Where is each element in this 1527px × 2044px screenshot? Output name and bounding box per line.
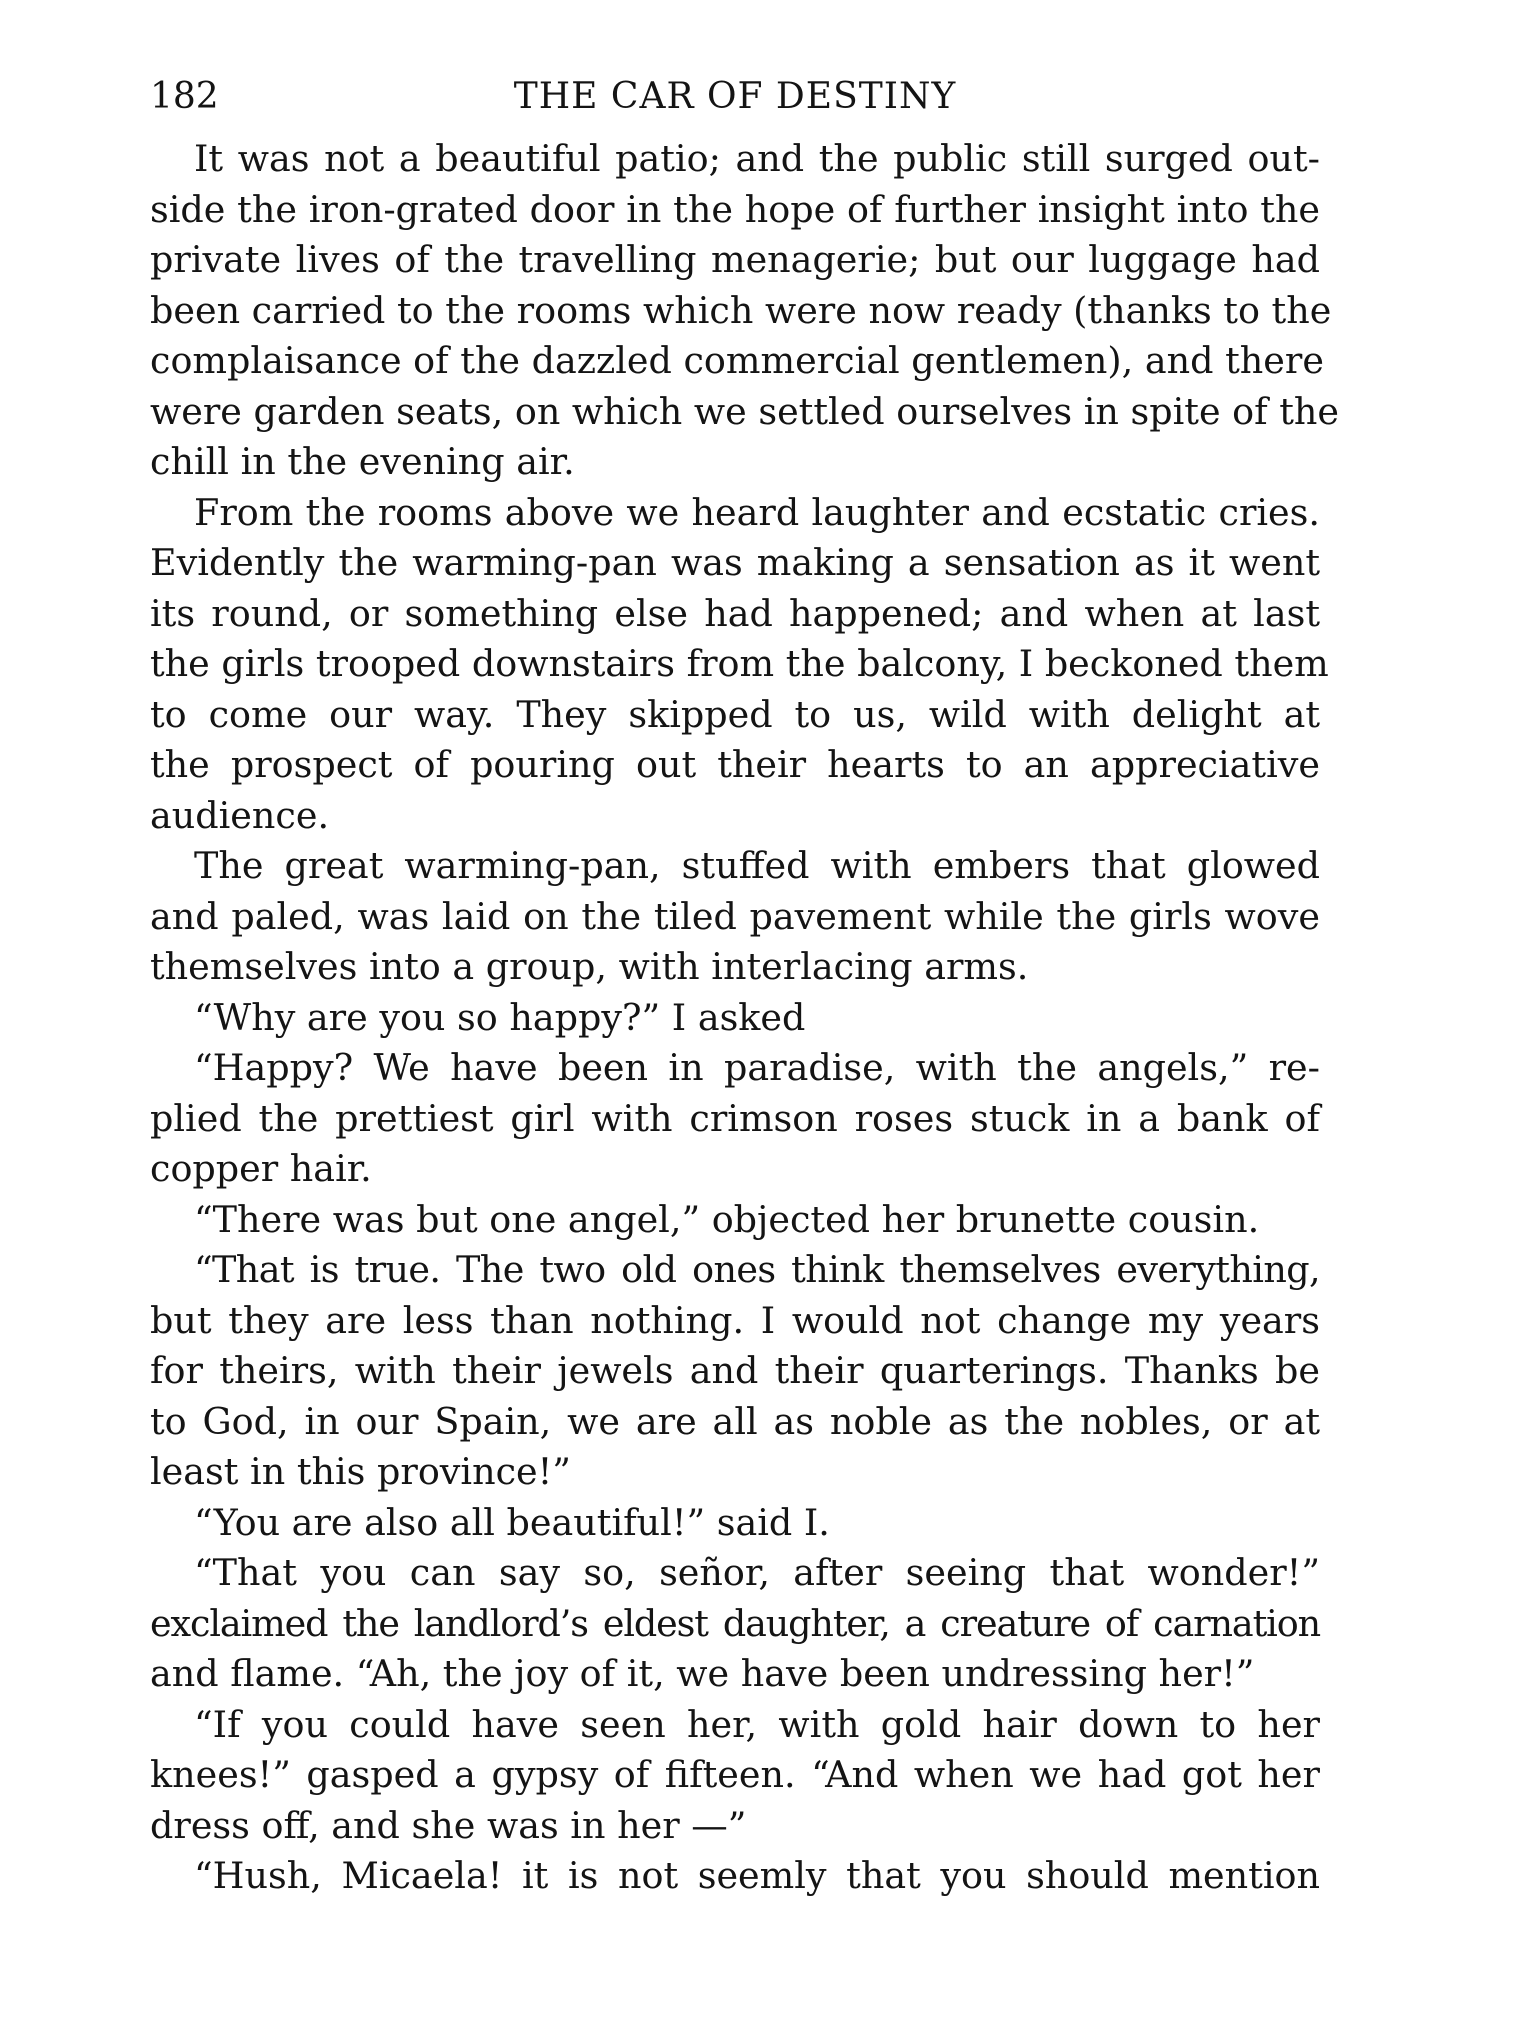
text-line: were garden seats, on which we settled ourselves in spite of the	[150, 389, 1340, 433]
text-line: private lives of the travelling menagerie; but our luggage had	[150, 238, 1320, 281]
text-line: but they are less than nothing. I would not change my years	[150, 1298, 1320, 1342]
text-line: “Why are you so happy?” I asked	[194, 995, 806, 1039]
text-line: and flame. “Ah, the joy of it, we have been undressing her!”	[150, 1652, 1255, 1695]
paragraph	[150, 1548, 1320, 1700]
paragraph	[150, 1195, 1320, 1246]
text-line: for theirs, with their jewels and their quarterings. Thanks be	[150, 1349, 1320, 1392]
paragraph	[150, 134, 1340, 488]
paragraph	[150, 1498, 1320, 1549]
text-line: copper hair.	[150, 1147, 372, 1190]
paragraph	[150, 488, 1329, 842]
text-line: It was not a beautiful patio; and the public still surged out-	[194, 137, 1320, 180]
paragraph	[150, 993, 1320, 1044]
text-line: knees!” gasped a gypsy of fifteen. “And when we had got her	[150, 1753, 1320, 1796]
text-line: “If you could have seen her, with gold hair down to her	[194, 1702, 1320, 1746]
text-line: the girls trooped downstairs from the balcony, I beckoned them	[150, 642, 1329, 685]
page-header	[150, 72, 1320, 122]
text-line: The great warming-pan, stuffed with embers that glowed	[194, 844, 1320, 887]
paragraph	[150, 841, 1320, 993]
text-line: audience.	[150, 793, 330, 837]
text-line: to come our way. They skipped to us, wild with delight at	[150, 692, 1320, 736]
running-title: THE CAR OF DESTINY	[513, 76, 957, 117]
text-line: “Happy? We have been in paradise, with the angels,” re-	[194, 1046, 1320, 1089]
text-line: “Hush, Micaela! it is not seemly that you should mention	[194, 1854, 1320, 1897]
paragraph	[150, 1043, 1320, 1195]
text-line: “There was but one angel,” objected her brunette cousin.	[194, 1197, 1260, 1241]
text-line: and paled, was laid on the tiled pavement while the girls wove	[150, 894, 1320, 938]
text-line: dress off, and she was in her —”	[150, 1803, 747, 1847]
text-line: its round, or something else had happened; and when at last	[150, 591, 1320, 635]
text-line: From the rooms above we heard laughter and ecstatic cries.	[194, 490, 1320, 534]
paragraph	[150, 1700, 1320, 1852]
paragraph	[150, 1851, 1320, 1902]
text-line: side the iron-grated door in the hope of further insight into the	[150, 187, 1320, 231]
text-line: complaisance of the dazzled commercial gentlemen), and there	[150, 339, 1324, 382]
text-line: the prospect of pouring out their hearts to an appreciative	[150, 743, 1320, 786]
text-line: plied the prettiest girl with crimson roses stuck in a bank of	[150, 1096, 1320, 1140]
body-text	[150, 134, 1340, 1902]
page-number: 182	[150, 76, 219, 117]
text-line: been carried to the rooms which were now ready (thanks to the	[150, 288, 1332, 332]
text-line: chill in the evening air.	[150, 440, 575, 483]
text-line: exclaimed the landlord’s eldest daughter, a creature of carnation	[150, 1601, 1320, 1645]
text-line: to God, in our Spain, we are all as noble as the nobles, or at	[150, 1399, 1320, 1443]
paragraph	[150, 1245, 1320, 1498]
text-line: “You are also all beautiful!” said I.	[194, 1500, 830, 1544]
text-line: “That is true. The two old ones think themselves everything,	[194, 1248, 1320, 1291]
text-line: themselves into a group, with interlacing arms.	[150, 945, 1029, 988]
text-line: Evidently the warming-pan was making a sensation as it went	[150, 541, 1320, 584]
text-line: “That you can say so, señor, after seeing that wonder!”	[194, 1551, 1320, 1594]
text-line: least in this province!”	[150, 1450, 571, 1493]
